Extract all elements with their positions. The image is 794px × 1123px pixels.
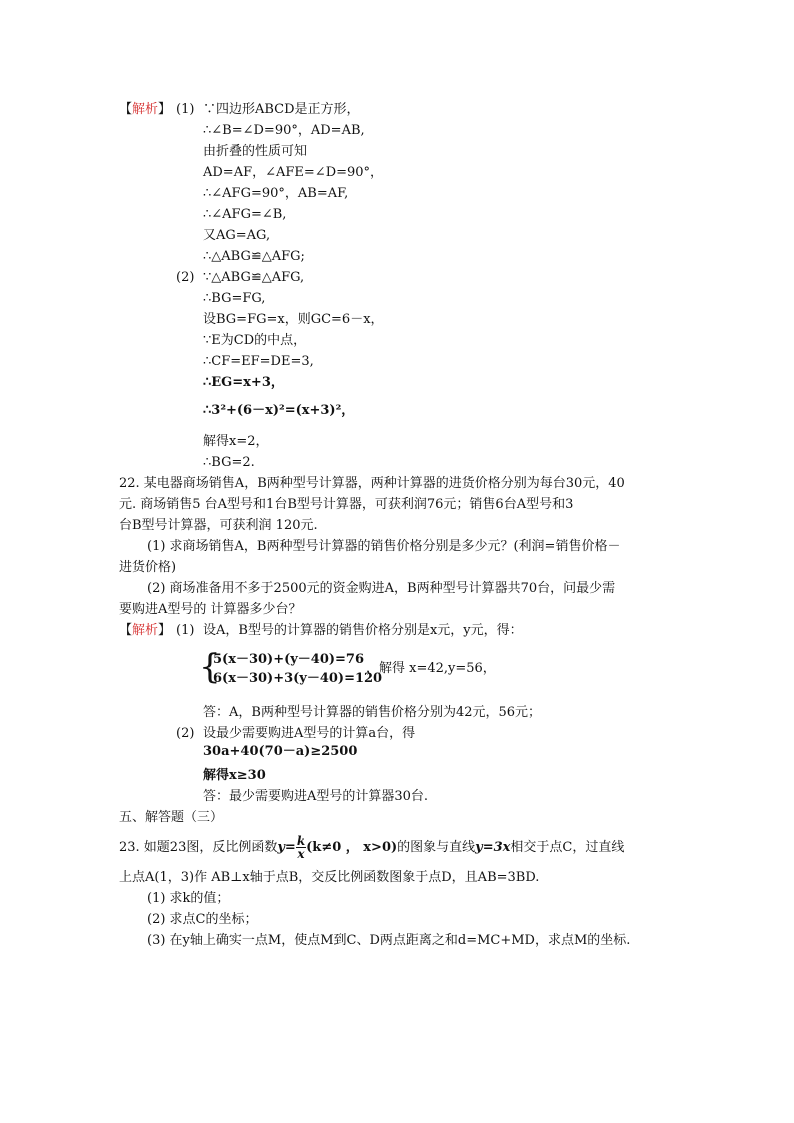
fraction-numerator: k: [296, 834, 306, 848]
q21-p2-line1: ∵△ABG≌△AFG,: [203, 270, 305, 285]
q21-p1-line6: ∴∠AFG=∠B,: [203, 207, 287, 222]
q22-sol2-line1: 设最少需要购进A型号的计算a台，得: [203, 726, 416, 741]
q22-stem-line2: 元. 商场销售5 台A型号和1台B型号计算器，可获利润76元；销售6台A型号和3: [119, 497, 574, 512]
q22-stem-line3: 台B型号计算器，可获利润 120元.: [119, 518, 318, 533]
q21-solution-tag: [119, 101, 171, 119]
q21-p1-line8: ∴△ABG≌△AFG;: [203, 249, 305, 264]
q21-p1-line1: ∵四边形ABCD是正方形，: [203, 102, 360, 117]
q22-equation-solution: ，解得 x=42,y=56，: [366, 661, 496, 676]
solution-label: 解析: [132, 102, 159, 117]
q23-stem-prefix: 23. 如题23图，反比例函数: [119, 840, 278, 855]
q22-inequality-solution: 解得x≥30: [203, 768, 266, 783]
q21-p2-line3: 设BG=FG=x，则GC=6－x，: [203, 312, 384, 327]
tag-open-bracket: 【: [119, 102, 133, 117]
q22-answer1: 答：A，B两种型号计算器的销售价格分别为42元，56元；: [203, 705, 542, 720]
function-condition: (k≠0 ， x>0): [306, 840, 398, 855]
fraction-denominator: x: [297, 847, 305, 861]
q21-p2-line6: ∴EG=x+3，: [203, 375, 284, 390]
solution-label: 解析: [132, 623, 159, 638]
q21-p2-line5: ∴CF=EF=DE=3,: [203, 354, 314, 369]
q21-p1-line4: AD=AF，∠AFE=∠D=90°，: [203, 165, 384, 180]
q22-sol-part1-number: (1): [176, 623, 195, 638]
q22-question2-line1: (2) 商场准备用不多于2500元的资金购进A，B两种型号计算器共70台，问最少需: [147, 581, 616, 596]
q22-inequality: 30a+40(70－a)≥2500: [203, 744, 358, 759]
q21-p2-line4: ∵E为CD的中点，: [203, 333, 307, 348]
q22-answer2: 答：最少需要购进A型号的计算器30台.: [203, 789, 429, 804]
q21-p1-line2: ∴∠B=∠D=90°，AD=AB,: [203, 123, 365, 138]
q22-solution-tag: [119, 622, 171, 640]
equation-system-brace: {: [199, 647, 221, 687]
q23-stem-line1: [119, 835, 624, 860]
function-equals: =: [284, 840, 296, 855]
q23-stem-middle: 的图象与直线: [397, 840, 476, 855]
q21-part1-number: (1): [176, 102, 195, 117]
q21-p1-line3: 由折叠的性质可知: [203, 144, 308, 159]
q23-question3: (3) 在y轴上确实一点M，使点M到C、D两点距离之和d=MC+MD，求点M的坐标.: [147, 933, 631, 948]
q22-equation2: 6(x－30)+3(y－40)=120: [213, 671, 383, 686]
q21-p2-line8: 解得x=2，: [203, 434, 269, 449]
function-y: y: [277, 840, 285, 855]
section-heading: 五、解答题（三）: [119, 810, 224, 825]
q22-question2-line2: 要购进A型号的 计算器多少台？: [119, 602, 302, 617]
tag-close-bracket: 】: [158, 623, 172, 638]
tag-close-bracket: 】: [158, 102, 172, 117]
q23-stem-line2: 上点A(1，3)作 AB⊥x轴于点B，交反比例函数图象于点D，且AB=3BD.: [119, 870, 540, 885]
q23-question1: (1) 求k的值；: [147, 891, 230, 906]
q22-question1-line2: 进货价格): [119, 560, 177, 575]
fraction-k-over-x: [296, 835, 306, 860]
q21-p1-line7: 又AG=AG,: [203, 228, 271, 243]
q23-stem-postfix: 相交于点C，过直线: [510, 840, 625, 855]
tag-open-bracket: 【: [119, 623, 133, 638]
q21-p1-line5: ∴∠AFG=90°，AB=AF,: [203, 186, 349, 201]
q22-sol-line1: 设A，B型号的计算器的销售价格分别是x元，y元，得：: [203, 623, 523, 638]
q21-p2-line9: ∴BG=2.: [203, 455, 255, 470]
q21-p2-line2: ∴BG=FG,: [203, 291, 266, 306]
q22-stem-line1: 22. 某电器商场销售A，B两种型号计算器，两种计算器的进货价格分别为每台30元，40: [119, 476, 625, 491]
q23-question2: (2) 求点C的坐标；: [147, 912, 258, 927]
q21-p2-equation: ∴3²+(6－x)²=(x+3)²，: [203, 403, 355, 418]
q22-equation1: 5(x－30)+(y－40)=76: [213, 652, 365, 667]
q21-part2-number: (2): [176, 270, 195, 285]
q22-question1-line1: (1) 求商场销售A，B两种型号计算器的销售价格分别是多少元？(利润=销售价格－: [147, 539, 621, 554]
line-equation: y=3x: [475, 840, 511, 855]
q22-sol-part2-number: (2): [176, 726, 195, 741]
